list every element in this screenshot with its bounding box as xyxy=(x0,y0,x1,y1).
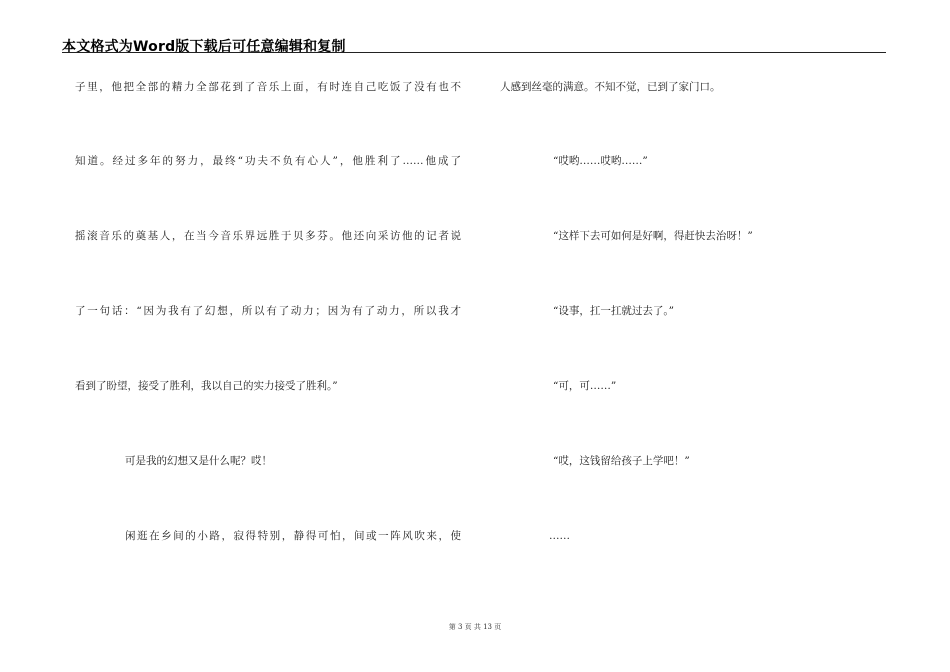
paragraph-line: 知道。经过多年的努力，最终“功夫不负有心人”，他胜利了……他成了 xyxy=(75,155,461,167)
document-header-title: 本文格式为Word版下载后可任意编辑和复制 xyxy=(62,39,346,55)
dialogue-line: “可，可……” xyxy=(553,380,617,392)
paragraph-line: 人感到丝毫的满意。不知不觉，已到了家门口。 xyxy=(500,81,721,93)
dialogue-line: “设事，扛一扛就过去了。” xyxy=(553,305,674,317)
dialogue-line: “这样下去可如何是好啊，得赶快去治呀！” xyxy=(553,230,753,242)
dialogue-line: “哎哟……哎哟……” xyxy=(553,155,648,167)
dialogue-line: “哎，这钱留给孩子上学吧！” xyxy=(553,455,690,467)
paragraph-line: 了一句话：“因为我有了幻想，所以有了动力；因为有了动力，所以我才 xyxy=(75,305,461,317)
paragraph-line: 摇滚音乐的奠基人，在当今音乐界远胜于贝多芬。他还向采访他的记者说 xyxy=(75,230,461,242)
paragraph-line: 看到了盼望，接受了胜利，我以自己的实力接受了胜利。” xyxy=(75,380,338,392)
header-divider xyxy=(62,52,886,53)
paragraph-line: 可是我的幻想又是什么呢？哎！ xyxy=(125,455,272,467)
paragraph-line: 闲逛在乡间的小路，寂得特别，静得可怕，间或一阵风吹来，使 xyxy=(125,530,461,542)
page-number: 第 3 页 共 13 页 xyxy=(448,623,502,631)
ellipsis-line: …… xyxy=(549,530,570,542)
paragraph-line: 子里，他把全部的精力全部花到了音乐上面，有时连自己吃饭了没有也不 xyxy=(75,81,461,93)
